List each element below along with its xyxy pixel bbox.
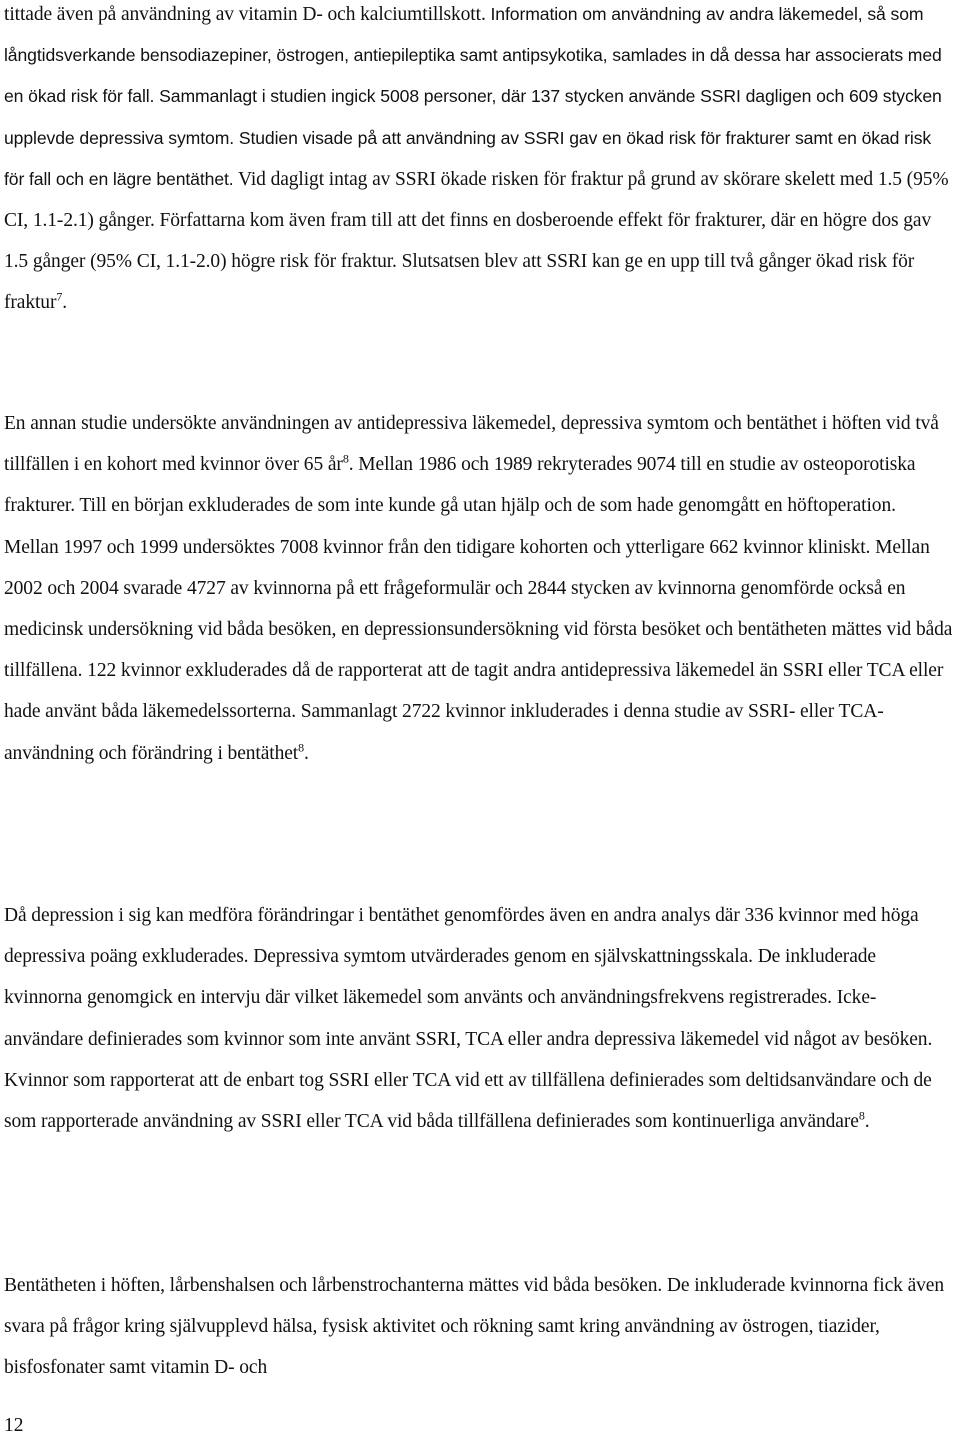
page-number: 12 [4, 1415, 24, 1436]
paragraph-4-text: Bentätheten i höften, lårbenshalsen och lårbenstrochanterna mättes vid båda besöken. De inkluderade kvinnorna fick även svara på frågor kring självupplevd hälsa, fysisk aktivitet och rökning samt kring användning av östrogen, tiazider, bisfosfonater samt vitamin D- och [4, 1275, 945, 1379]
body-paragraph-1 [4, 0, 954, 324]
reference-superscript: 8 [298, 740, 305, 755]
paragraph-1-tail: . [62, 292, 68, 314]
body-paragraph-3 [4, 895, 954, 1142]
paragraph-1-text-c: Vid dagligt intag av SSRI ökade risken för fraktur på grund av skörare skelett med 1.5 (95% CI, 1.1-2.1) gånger. Författarna kom även fram till att det finns en dosberoende effekt för frakturer, där en högre dos gav 1.5 gånger (95% CI, 1.1-2.0) högre risk för fraktur. Slutsatsen blev att SSRI kan ge en upp till två gånger ökad risk för fraktur [4, 168, 949, 314]
body-paragraph-4 [4, 1265, 954, 1389]
paragraph-2-text-b: . Mellan 1986 och 1989 rekryterades 9074 till en studie av osteoporotiska frakturer. Till en början exkluderades de som inte kunde gå utan hjälp och de som hade genomgått en höftoperation. Mellan 1997 och 1999 undersöktes 7008 kvinnor från den tidigare kohorten och ytterligare 662 kvinnor kliniskt. Mellan 2002 och 2004 svarade 4727 av kvinnorna på ett frågeformulär och 2844 stycken av kvinnorna genomförde också en medicinsk undersökning vid båda besöken, en depressionsundersökning vid första besöket och bentätheten mättes vid båda tillfällena. 122 kvinnor exkluderades då de rapporterat att de tagit andra antidepressiva läkemedel än SSRI eller TCA eller hade använt båda läkemedelssorterna. Sammanlagt 2722 kvinnor inkluderades i denna studie av SSRI- eller TCA-användning och förändring i bentäthet [4, 454, 953, 764]
reference-superscript: 8 [858, 1108, 865, 1123]
paragraph-1-text-a: tittade även på användning av vitamin D- och kalciumtillskott. [4, 4, 491, 25]
paragraph-1-text-b: Information om användning av andra läkemedel, så som långtidsverkande bensodiazepiner, östrogen, antiepileptika samt antipsykotika, samlades in då dessa har associerats med en ökad risk för fall. Sammanlagt i studien ingick 5008 personer, där 137 stycken använde SSRI dagligen och 609 stycken upplevde depressiva symtom. Studien visade på att användning av SSRI gav en ökad risk för frakturer samt en ökad risk för fall och en lägre bentäthet. [4, 4, 942, 189]
paragraph-2-text-a: En annan studie undersökte användningen av antidepressiva läkemedel, depressiva symtom och bentäthet i höften vid två tillfällen i en kohort med kvinnor över 65 år [4, 413, 939, 476]
paragraph-2-tail: . [304, 742, 309, 764]
paragraph-3-tail: . [864, 1111, 870, 1133]
reference-superscript: 7 [56, 289, 63, 304]
reference-superscript: 8 [342, 451, 349, 466]
paragraph-3-text: Då depression i sig kan medföra förändringar i bentäthet genomfördes även en andra analys där 336 kvinnor med höga depressiva poäng exkluderades. Depressiva symtom utvärderades genom en självskattningsskala. De inkluderade kvinnorna genomgick en intervju där vilket läkemedel som använts och användningsfrekvens registrerades. Icke-användare definierades som kvinnor som inte använt SSRI, TCA eller andra depressiva läkemedel vid något av besöken. Kvinnor som rapporterat att de enbart tog SSRI eller TCA vid ett av tillfällena definierades som deltidsanvändare och de som rapporterade användning av SSRI eller TCA vid båda tillfällena definierades som kontinuerliga användare [4, 905, 933, 1133]
body-paragraph-2 [4, 403, 954, 774]
